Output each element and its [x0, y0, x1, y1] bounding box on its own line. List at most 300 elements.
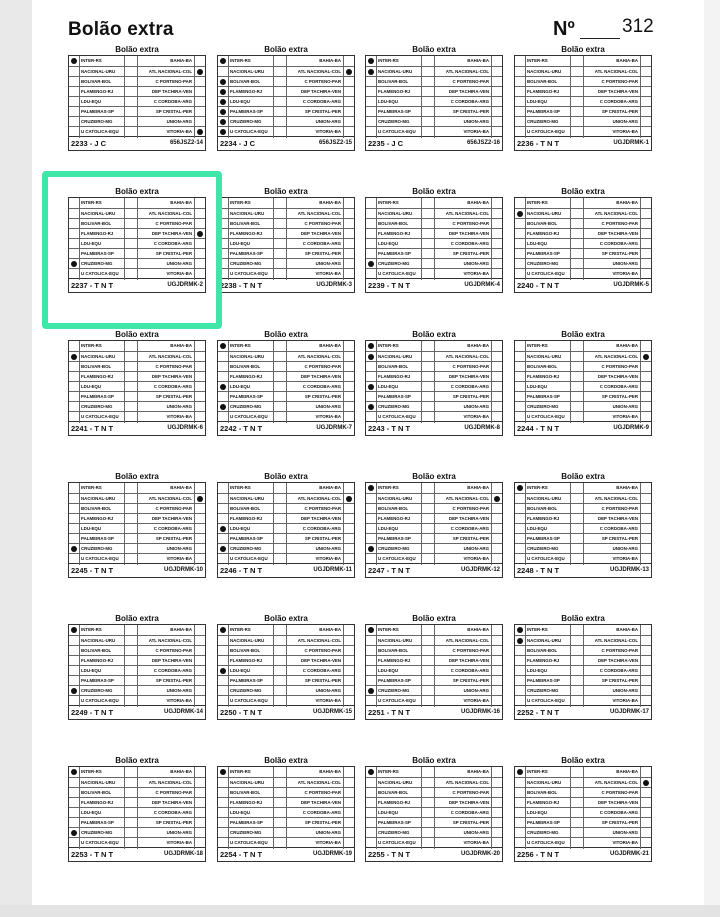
selection-highlight: [42, 171, 222, 329]
ticket-card: [365, 472, 503, 580]
away-team: C CORDOBA-ARG: [583, 382, 641, 393]
home-team: FLAMENGO-RJ: [525, 87, 571, 98]
card-footer: [365, 564, 503, 578]
card-code: UGJDRMK-18: [163, 851, 203, 857]
home-team: BOLIVAR-BOL: [79, 219, 125, 230]
card-code: UGJDRMK-20: [460, 851, 500, 857]
home-team: LDU-EQU: [376, 239, 422, 250]
filled-mark-icon: [71, 688, 77, 694]
away-team: C CORDOBA-ARG: [286, 239, 344, 250]
away-team: DEP TACHIRA-VEN: [137, 87, 195, 98]
away-team: ATL NACIONAL-COL: [434, 352, 492, 363]
home-team: PALMEIRAS-SP: [79, 392, 125, 403]
away-team: VITORIA-BA: [583, 127, 641, 138]
card-id: 2235 - J C: [368, 139, 404, 148]
card-footer: [365, 848, 503, 862]
card-title: Bolão extra: [264, 756, 308, 765]
card-code: UGJDRMK-4: [464, 282, 500, 288]
card-id: 2236 - T N T: [517, 139, 560, 148]
away-team: VITORIA-BA: [583, 696, 641, 707]
away-team: ATL NACIONAL-COL: [286, 636, 344, 647]
away-team: DEP TACHIRA-VEN: [434, 229, 492, 240]
card-id: 2234 - J C: [220, 139, 256, 148]
away-team: SP CRISTAL-PER: [137, 107, 195, 118]
card-code: UGJDRMK-3: [316, 282, 352, 288]
away-team: ATL NACIONAL-COL: [583, 352, 641, 363]
away-team: UNION-ARG: [583, 544, 641, 555]
card-footer: [68, 137, 206, 151]
card-id: 2246 - T N T: [220, 566, 263, 575]
card-title: Bolão extra: [412, 45, 456, 54]
home-team: U CATOLICA-EQU: [525, 412, 571, 423]
home-team: PALMEIRAS-SP: [228, 676, 274, 687]
match-table: [365, 624, 503, 706]
away-team: SP CRISTAL-PER: [286, 107, 344, 118]
away-team: DEP TACHIRA-VEN: [583, 656, 641, 667]
ticket-card: [217, 187, 355, 295]
home-team: NACIONAL-URU: [525, 352, 571, 363]
match-table: [68, 766, 206, 848]
card-code: UGJDRMK-17: [609, 709, 649, 715]
home-team: U CATOLICA-EQU: [228, 127, 274, 138]
card-title: Bolão extra: [412, 756, 456, 765]
card-id: 2244 - T N T: [517, 424, 560, 433]
match-table: [514, 766, 652, 848]
ticket-card: [365, 756, 503, 864]
home-team: NACIONAL-URU: [79, 494, 125, 505]
home-team: INTER-RS: [376, 56, 422, 67]
filled-mark-icon: [220, 526, 226, 532]
number-value: 312: [622, 16, 654, 37]
home-team: INTER-RS: [79, 198, 125, 209]
home-team: INTER-RS: [376, 767, 422, 778]
home-team: PALMEIRAS-SP: [525, 534, 571, 545]
home-team: NACIONAL-URU: [228, 778, 274, 789]
away-team: VITORIA-BA: [286, 269, 344, 280]
card-title: Bolão extra: [412, 472, 456, 481]
away-team: ATL NACIONAL-COL: [137, 209, 195, 220]
away-team: SP CRISTAL-PER: [583, 107, 641, 118]
away-team: C CORDOBA-ARG: [434, 524, 492, 535]
away-team: C PORTENO-PAR: [583, 219, 641, 230]
home-team: FLAMENGO-RJ: [228, 372, 274, 383]
home-team: NACIONAL-URU: [525, 636, 571, 647]
match-table: [514, 55, 652, 137]
away-team: ATL NACIONAL-COL: [286, 494, 344, 505]
home-team: CRUZEIRO-MG: [228, 259, 274, 270]
away-team: DEP TACHIRA-VEN: [286, 87, 344, 98]
card-id: 2248 - T N T: [517, 566, 560, 575]
match-table: [217, 197, 355, 279]
filled-mark-icon: [368, 546, 374, 552]
home-team: NACIONAL-URU: [228, 636, 274, 647]
away-team: SP CRISTAL-PER: [286, 818, 344, 829]
away-team: VITORIA-BA: [583, 412, 641, 423]
home-team: FLAMENGO-RJ: [79, 87, 125, 98]
home-team: PALMEIRAS-SP: [228, 107, 274, 118]
home-team: INTER-RS: [525, 341, 571, 352]
away-team: C PORTENO-PAR: [583, 788, 641, 799]
away-team: C CORDOBA-ARG: [434, 239, 492, 250]
away-team: DEP TACHIRA-VEN: [434, 514, 492, 525]
card-id: 2233 - J C: [71, 139, 107, 148]
card-footer: [514, 279, 652, 293]
filled-mark-icon: [71, 354, 77, 360]
card-id: 2237 - T N T: [71, 281, 114, 290]
home-team: LDU-EQU: [228, 382, 274, 393]
away-team: C CORDOBA-ARG: [137, 666, 195, 677]
home-team: FLAMENGO-RJ: [376, 514, 422, 525]
home-team: PALMEIRAS-SP: [79, 107, 125, 118]
away-team: ATL NACIONAL-COL: [137, 67, 195, 78]
away-team: BAHIA-BA: [434, 483, 492, 494]
home-team: NACIONAL-URU: [376, 494, 422, 505]
card-footer: [365, 279, 503, 293]
home-team: FLAMENGO-RJ: [228, 798, 274, 809]
home-team: INTER-RS: [376, 341, 422, 352]
home-team: FLAMENGO-RJ: [376, 87, 422, 98]
away-team: C CORDOBA-ARG: [137, 808, 195, 819]
card-title: Bolão extra: [115, 756, 159, 765]
home-team: INTER-RS: [228, 625, 274, 636]
filled-mark-icon: [368, 354, 374, 360]
away-team: VITORIA-BA: [286, 554, 344, 565]
match-table: [68, 482, 206, 564]
away-team: BAHIA-BA: [583, 767, 641, 778]
home-team: CRUZEIRO-MG: [376, 259, 422, 270]
home-team: BOLIVAR-BOL: [79, 646, 125, 657]
filled-mark-icon: [71, 58, 77, 64]
card-title: Bolão extra: [412, 330, 456, 339]
away-team: DEP TACHIRA-VEN: [583, 229, 641, 240]
home-team: NACIONAL-URU: [79, 209, 125, 220]
card-footer: [365, 422, 503, 436]
away-team: C PORTENO-PAR: [286, 77, 344, 88]
home-team: INTER-RS: [525, 625, 571, 636]
home-team: LDU-EQU: [228, 808, 274, 819]
ticket-card: [365, 614, 503, 722]
away-team: C PORTENO-PAR: [137, 788, 195, 799]
filled-mark-icon: [346, 69, 352, 75]
home-team: INTER-RS: [79, 483, 125, 494]
away-team: VITORIA-BA: [583, 838, 641, 849]
away-team: BAHIA-BA: [583, 625, 641, 636]
match-table: [514, 197, 652, 279]
home-team: LDU-EQU: [376, 97, 422, 108]
card-title: Bolão extra: [264, 330, 308, 339]
filled-mark-icon: [494, 496, 500, 502]
filled-mark-icon: [197, 69, 203, 75]
away-team: C CORDOBA-ARG: [434, 382, 492, 393]
filled-mark-icon: [71, 830, 77, 836]
home-team: INTER-RS: [228, 56, 274, 67]
away-team: BAHIA-BA: [434, 767, 492, 778]
away-team: BAHIA-BA: [583, 198, 641, 209]
card-title: Bolão extra: [561, 45, 605, 54]
filled-mark-icon: [220, 109, 226, 115]
filled-mark-icon: [368, 688, 374, 694]
away-team: VITORIA-BA: [286, 696, 344, 707]
home-team: FLAMENGO-RJ: [79, 514, 125, 525]
home-team: INTER-RS: [228, 341, 274, 352]
match-table: [365, 55, 503, 137]
card-footer: [217, 564, 355, 578]
card-title: Bolão extra: [115, 45, 159, 54]
card-title: Bolão extra: [264, 187, 308, 196]
match-table: [68, 340, 206, 422]
away-team: C PORTENO-PAR: [137, 77, 195, 88]
away-team: DEP TACHIRA-VEN: [583, 372, 641, 383]
away-team: C CORDOBA-ARG: [286, 382, 344, 393]
number-label: Nº: [553, 18, 575, 40]
away-team: UNION-ARG: [286, 544, 344, 555]
match-table: [365, 766, 503, 848]
away-team: ATL NACIONAL-COL: [137, 778, 195, 789]
home-team: PALMEIRAS-SP: [228, 392, 274, 403]
home-team: INTER-RS: [525, 483, 571, 494]
card-title: Bolão extra: [561, 472, 605, 481]
filled-mark-icon: [220, 343, 226, 349]
away-team: C CORDOBA-ARG: [583, 97, 641, 108]
home-team: NACIONAL-URU: [376, 636, 422, 647]
home-team: CRUZEIRO-MG: [376, 544, 422, 555]
away-team: C PORTENO-PAR: [434, 646, 492, 657]
home-team: INTER-RS: [376, 483, 422, 494]
away-team: DEP TACHIRA-VEN: [137, 514, 195, 525]
card-id: 2255 - T N T: [368, 850, 411, 859]
away-team: C CORDOBA-ARG: [434, 808, 492, 819]
ticket-card: [365, 45, 503, 153]
away-team: ATL NACIONAL-COL: [137, 494, 195, 505]
away-team: BAHIA-BA: [137, 767, 195, 778]
filled-mark-icon: [368, 69, 374, 75]
home-team: LDU-EQU: [228, 97, 274, 108]
card-footer: [514, 706, 652, 720]
card-footer: [68, 706, 206, 720]
home-team: CRUZEIRO-MG: [376, 402, 422, 413]
ticket-card: [365, 187, 503, 295]
away-team: VITORIA-BA: [286, 838, 344, 849]
home-team: LDU-EQU: [228, 524, 274, 535]
away-team: SP CRISTAL-PER: [434, 392, 492, 403]
card-footer: [217, 422, 355, 436]
home-team: NACIONAL-URU: [228, 209, 274, 220]
away-team: UNION-ARG: [286, 402, 344, 413]
away-team: UNION-ARG: [137, 686, 195, 697]
away-team: C CORDOBA-ARG: [137, 239, 195, 250]
home-team: CRUZEIRO-MG: [525, 686, 571, 697]
home-team: BOLIVAR-BOL: [376, 504, 422, 515]
home-team: PALMEIRAS-SP: [525, 676, 571, 687]
home-team: NACIONAL-URU: [79, 778, 125, 789]
home-team: CRUZEIRO-MG: [79, 259, 125, 270]
card-title: Bolão extra: [115, 614, 159, 623]
home-team: INTER-RS: [228, 198, 274, 209]
home-team: U CATOLICA-EQU: [376, 269, 422, 280]
card-code: UGJDRMK-15: [312, 709, 352, 715]
away-team: SP CRISTAL-PER: [286, 534, 344, 545]
home-team: INTER-RS: [525, 56, 571, 67]
card-id: 2254 - T N T: [220, 850, 263, 859]
home-team: NACIONAL-URU: [525, 494, 571, 505]
home-team: CRUZEIRO-MG: [525, 259, 571, 270]
away-team: ATL NACIONAL-COL: [583, 209, 641, 220]
away-team: ATL NACIONAL-COL: [434, 494, 492, 505]
away-team: BAHIA-BA: [137, 56, 195, 67]
away-team: C CORDOBA-ARG: [583, 808, 641, 819]
home-team: BOLIVAR-BOL: [525, 504, 571, 515]
home-team: LDU-EQU: [79, 666, 125, 677]
home-team: INTER-RS: [525, 767, 571, 778]
away-team: C CORDOBA-ARG: [286, 524, 344, 535]
away-team: DEP TACHIRA-VEN: [137, 229, 195, 240]
away-team: SP CRISTAL-PER: [583, 249, 641, 260]
away-team: VITORIA-BA: [137, 838, 195, 849]
home-team: FLAMENGO-RJ: [79, 229, 125, 240]
away-team: BAHIA-BA: [583, 341, 641, 352]
home-team: INTER-RS: [228, 767, 274, 778]
card-code: UGJDRMK-21: [609, 851, 649, 857]
away-team: SP CRISTAL-PER: [583, 676, 641, 687]
filled-mark-icon: [71, 769, 77, 775]
card-code: UGJDRMK-5: [613, 282, 649, 288]
home-team: LDU-EQU: [525, 808, 571, 819]
home-team: CRUZEIRO-MG: [79, 686, 125, 697]
home-team: U CATOLICA-EQU: [79, 696, 125, 707]
match-table: [68, 55, 206, 137]
home-team: LDU-EQU: [79, 382, 125, 393]
card-id: 2250 - T N T: [220, 708, 263, 717]
away-team: DEP TACHIRA-VEN: [286, 372, 344, 383]
home-team: CRUZEIRO-MG: [79, 117, 125, 128]
home-team: U CATOLICA-EQU: [376, 554, 422, 565]
home-team: NACIONAL-URU: [525, 67, 571, 78]
card-title: Bolão extra: [115, 187, 159, 196]
away-team: BAHIA-BA: [434, 198, 492, 209]
home-team: FLAMENGO-RJ: [376, 229, 422, 240]
home-team: U CATOLICA-EQU: [79, 838, 125, 849]
home-team: CRUZEIRO-MG: [79, 828, 125, 839]
card-code: UGJDRMK-11: [313, 567, 352, 573]
away-team: BAHIA-BA: [434, 625, 492, 636]
home-team: NACIONAL-URU: [376, 778, 422, 789]
away-team: SP CRISTAL-PER: [583, 534, 641, 545]
away-team: DEP TACHIRA-VEN: [434, 656, 492, 667]
home-team: CRUZEIRO-MG: [228, 402, 274, 413]
away-team: C PORTENO-PAR: [137, 219, 195, 230]
home-team: LDU-EQU: [376, 524, 422, 535]
home-team: U CATOLICA-EQU: [228, 269, 274, 280]
home-team: PALMEIRAS-SP: [525, 107, 571, 118]
away-team: VITORIA-BA: [583, 554, 641, 565]
home-team: CRUZEIRO-MG: [525, 402, 571, 413]
home-team: PALMEIRAS-SP: [376, 249, 422, 260]
match-table: [217, 55, 355, 137]
away-team: C CORDOBA-ARG: [583, 524, 641, 535]
home-team: PALMEIRAS-SP: [228, 818, 274, 829]
away-team: VITORIA-BA: [434, 696, 492, 707]
home-team: FLAMENGO-RJ: [79, 656, 125, 667]
card-title: Bolão extra: [561, 187, 605, 196]
card-code: UGJDRMK-7: [316, 425, 352, 431]
away-team: ATL NACIONAL-COL: [434, 636, 492, 647]
home-team: U CATOLICA-EQU: [79, 412, 125, 423]
card-footer: [217, 848, 355, 862]
away-team: SP CRISTAL-PER: [286, 392, 344, 403]
ticket-card: [514, 45, 652, 153]
home-team: FLAMENGO-RJ: [79, 798, 125, 809]
away-team: BAHIA-BA: [286, 483, 344, 494]
match-table: [217, 766, 355, 848]
card-code: UGJDRMK-14: [163, 709, 203, 715]
home-team: INTER-RS: [79, 56, 125, 67]
away-team: VITORIA-BA: [434, 838, 492, 849]
away-team: DEP TACHIRA-VEN: [137, 372, 195, 383]
away-team: UNION-ARG: [434, 544, 492, 555]
card-id: 2245 - T N T: [71, 566, 114, 575]
away-team: UNION-ARG: [583, 828, 641, 839]
home-team: BOLIVAR-BOL: [79, 77, 125, 88]
away-team: VITORIA-BA: [286, 412, 344, 423]
card-title: Bolão extra: [264, 614, 308, 623]
card-id: 2253 - T N T: [71, 850, 114, 859]
away-team: C PORTENO-PAR: [434, 788, 492, 799]
filled-mark-icon: [71, 546, 77, 552]
away-team: SP CRISTAL-PER: [137, 534, 195, 545]
card-footer: [365, 137, 503, 151]
home-team: INTER-RS: [228, 483, 274, 494]
home-team: NACIONAL-URU: [79, 67, 125, 78]
away-team: SP CRISTAL-PER: [286, 676, 344, 687]
away-team: UNION-ARG: [583, 259, 641, 270]
card-footer: [217, 706, 355, 720]
home-team: NACIONAL-URU: [525, 209, 571, 220]
card-footer: [68, 564, 206, 578]
away-team: VITORIA-BA: [137, 696, 195, 707]
document-title: Bolão extra: [68, 19, 174, 40]
home-team: FLAMENGO-RJ: [228, 229, 274, 240]
home-team: CRUZEIRO-MG: [228, 117, 274, 128]
away-team: VITORIA-BA: [137, 554, 195, 565]
home-team: U CATOLICA-EQU: [228, 554, 274, 565]
home-team: PALMEIRAS-SP: [376, 534, 422, 545]
away-team: DEP TACHIRA-VEN: [583, 798, 641, 809]
home-team: FLAMENGO-RJ: [79, 372, 125, 383]
away-team: VITORIA-BA: [137, 269, 195, 280]
filled-mark-icon: [368, 769, 374, 775]
card-title: Bolão extra: [412, 187, 456, 196]
home-team: U CATOLICA-EQU: [525, 269, 571, 280]
home-team: PALMEIRAS-SP: [525, 249, 571, 260]
home-team: BOLIVAR-BOL: [525, 77, 571, 88]
away-team: VITORIA-BA: [434, 269, 492, 280]
ticket-card: [68, 614, 206, 722]
ticket-card: [217, 330, 355, 438]
home-team: NACIONAL-URU: [228, 352, 274, 363]
match-table: [514, 624, 652, 706]
away-team: BAHIA-BA: [137, 341, 195, 352]
away-team: UNION-ARG: [137, 544, 195, 555]
ticket-card: [514, 472, 652, 580]
away-team: DEP TACHIRA-VEN: [286, 229, 344, 240]
filled-mark-icon: [220, 384, 226, 390]
away-team: C PORTENO-PAR: [137, 362, 195, 373]
card-title: Bolão extra: [264, 45, 308, 54]
match-table: [514, 482, 652, 564]
filled-mark-icon: [368, 58, 374, 64]
home-team: LDU-EQU: [376, 808, 422, 819]
card-footer: [68, 848, 206, 862]
